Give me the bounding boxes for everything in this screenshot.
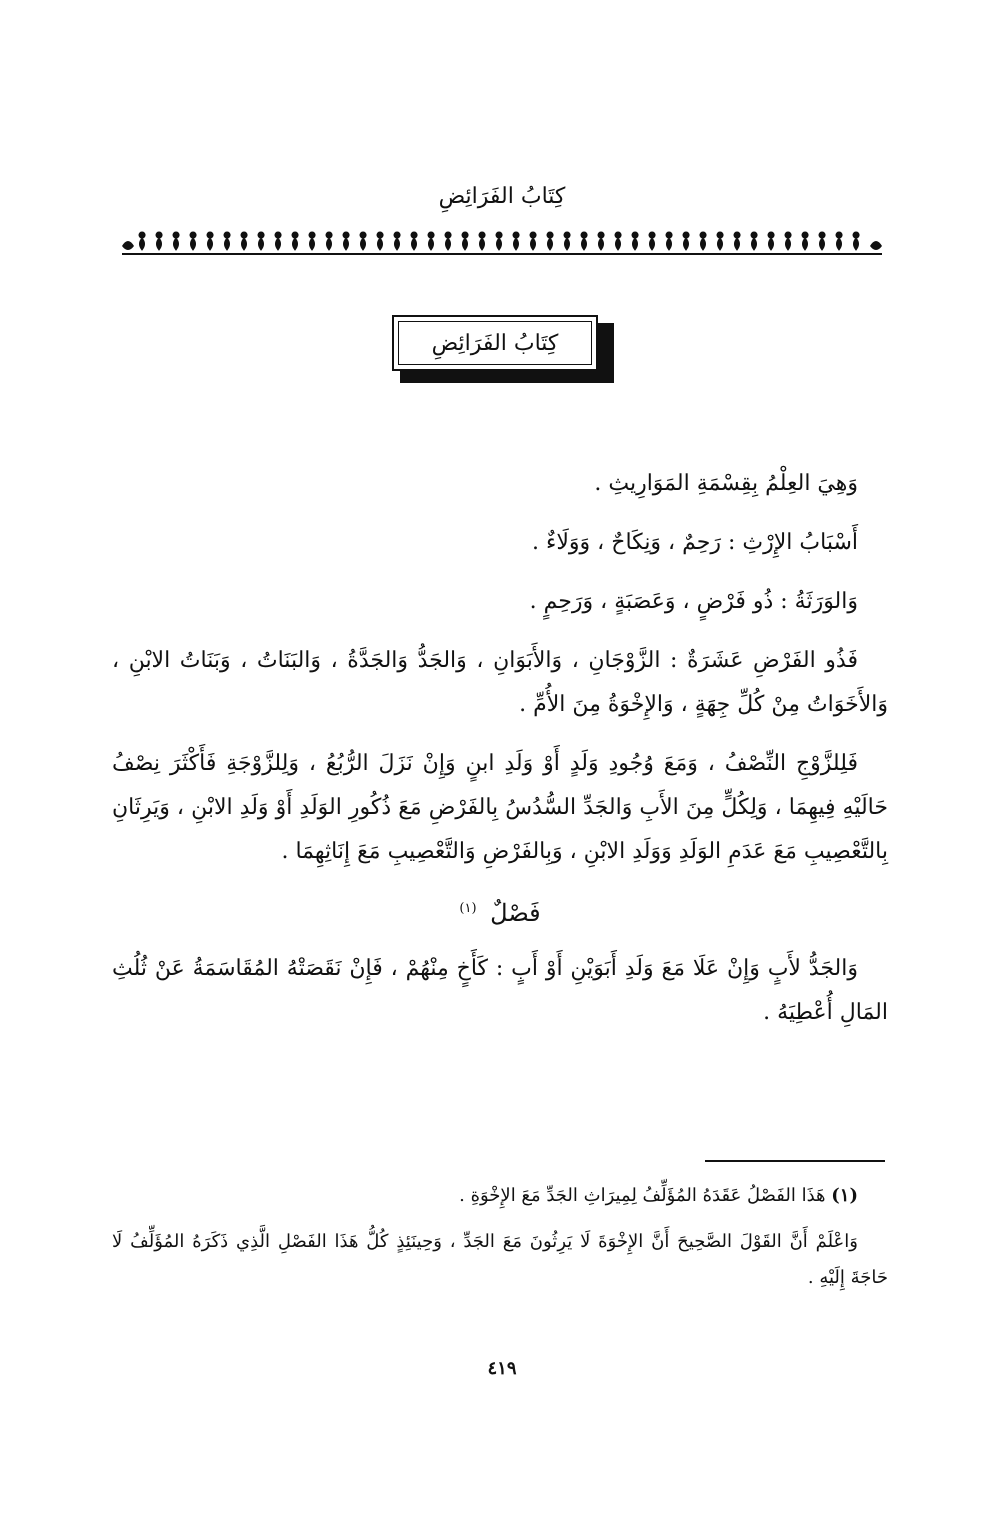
section-heading-text: فَصْلٌ [490,899,541,927]
footnote-separator [705,1160,885,1162]
title-box-frame [392,315,598,371]
ornament-motif [547,232,553,250]
ornament-motif [717,232,723,250]
ornament-motif [275,232,281,250]
ornament-motif [615,232,621,250]
ornament-motif [428,232,434,250]
ornament-motif [445,232,451,250]
ornament-motif [632,232,638,250]
ornament-motif [377,232,383,250]
ornament-motif [190,232,196,250]
paragraph-heirs: وَالوَرَثَةُ : ذُو فَرْضٍ ، وَعَصَبَةٍ ، وَرَحِمٍ . [529,589,858,614]
ornament-motif [139,232,145,250]
ornament-motif [564,232,570,250]
ornament-motif [598,232,604,250]
paragraph-fixed-share-holders: فَذُو الفَرْضِ عَشَرَةٌ : الزَّوْجَانِ ، وَالأَبَوَانِ ، وَالجَدُّ وَالجَدَّةُ ، وَالبَنَاتُ ، وَبَنَاتُ الابْنِ ، وَالأَخَوَاتُ مِنْ كُلِّ جِهَةٍ ، وَالإِخْوَةُ مِنَ الأُمِّ . [112,648,888,717]
ornamental-border-icon [122,230,882,256]
ornament-motif [734,232,740,250]
ornament-motif [853,232,859,250]
ornament-motif [207,232,213,250]
ornament-motif [156,232,162,250]
ornament-motif [683,232,689,250]
ornament-end-cap [122,241,134,250]
ornament-motif [785,232,791,250]
ornament-motif [394,232,400,250]
ornament-motif [173,232,179,250]
main-text [112,462,888,1050]
ornament-motif [292,232,298,250]
paragraph-spouse-shares: فَلِلزَّوْجِ النِّصْفُ ، وَمَعَ وُجُودِ وَلَدٍ أَوْ وَلَدِ ابنٍ وَإِنْ نَزَلَ الرُّبُعُ ، وَلِلزَّوْجَةِ فَأَكْثَرَ نِصْفُ حَالَيْهِ فِيهِمَا ، وَلِكُلٍّ مِنَ الأَبِ وَالجَدِّ السُّدُسُ بِالفَرْضِ مَعَ ذُكُورِ الوَلَدِ أَوْ وَلَدِ الابْنِ ، وَيَرِثَانِ بِالتَّعْصِيبِ مَعَ عَدَمِ الوَلَدِ وَوَلَدِ الابْنِ ، وَبِالفَرْضِ وَالتَّعْصِيبِ مَعَ إِنَاثِهِمَا . [112,751,888,864]
ornament-motif [343,232,349,250]
paragraph-definition: وَهِيَ العِلْمُ بِقِسْمَةِ المَوَارِيثِ . [594,471,858,496]
ornament-motif [530,232,536,250]
section-heading [112,889,888,933]
footnote-number: (١) [831,1185,858,1206]
title-box-inner-frame [398,321,592,365]
ornament-motif [666,232,672,250]
footnote-reference[interactable]: (١) [459,901,477,916]
ornament-motif [836,232,842,250]
running-header-title: كِتَابُ الفَرَائِضِ [438,184,566,209]
running-header [0,182,1004,212]
ornament-motif [224,232,230,250]
ornament-motif [496,232,502,250]
footnote-text: هَذَا الفَصْلُ عَقَدَهُ المُؤَلِّفُ لِمِيرَاثِ الجَدِّ مَعَ الإِخْوَةِ . [459,1185,826,1206]
ornament-motif [241,232,247,250]
chapter-title-box [392,315,616,385]
footnotes [112,1178,888,1306]
footnote-item [112,1224,888,1296]
footnote-item [112,1178,888,1214]
ornament-motif [411,232,417,250]
ornament-motif [479,232,485,250]
paragraph-causes-of-inheritance: أَسْبَابُ الإِرْثِ : رَحِمٌ ، وَنِكَاحٌ ، وَوَلَاءٌ . [532,530,858,555]
ornament-motif [751,232,757,250]
ornament-motif [700,232,706,250]
ornament-motif [513,232,519,250]
ornament-motif [768,232,774,250]
ornament-motif [649,232,655,250]
ornament-motif [309,232,315,250]
ornament-motif [360,232,366,250]
ornament-motif [258,232,264,250]
ornament-motif [326,232,332,250]
footnote-text: وَاعْلَمْ أَنَّ القَوْلَ الصَّحِيحَ أَنَّ الإِخْوَةَ لَا يَرِثُونَ مَعَ الجَدِّ ، وَحِينَئِذٍ كُلُّ هَذَا الفَصْلِ الَّذِي ذَكَرَهُ المُؤَلِّفُ لَا حَاجَةَ إِلَيْهِ . [112,1231,888,1288]
paragraph-grandfather: وَالجَدُّ لأَبٍ وَإِنْ عَلَا مَعَ وَلَدِ أَبَوَيْنِ أَوْ أَبٍ : كَأَخٍ مِنْهُمْ ، فَإِنْ نَقَصَتْهُ المُقَاسَمَةُ عَنْ ثُلُثِ المَالِ أُعْطِيَهُ . [112,956,888,1025]
ornament-end-cap [870,241,882,250]
ornament-motif [581,232,587,250]
page-number: ٤١٩ [487,1358,517,1379]
ornament-motif [802,232,808,250]
ornament-motif [462,232,468,250]
chapter-title: كِتَابُ الفَرَائِضِ [431,330,559,356]
ornament-motif [819,232,825,250]
